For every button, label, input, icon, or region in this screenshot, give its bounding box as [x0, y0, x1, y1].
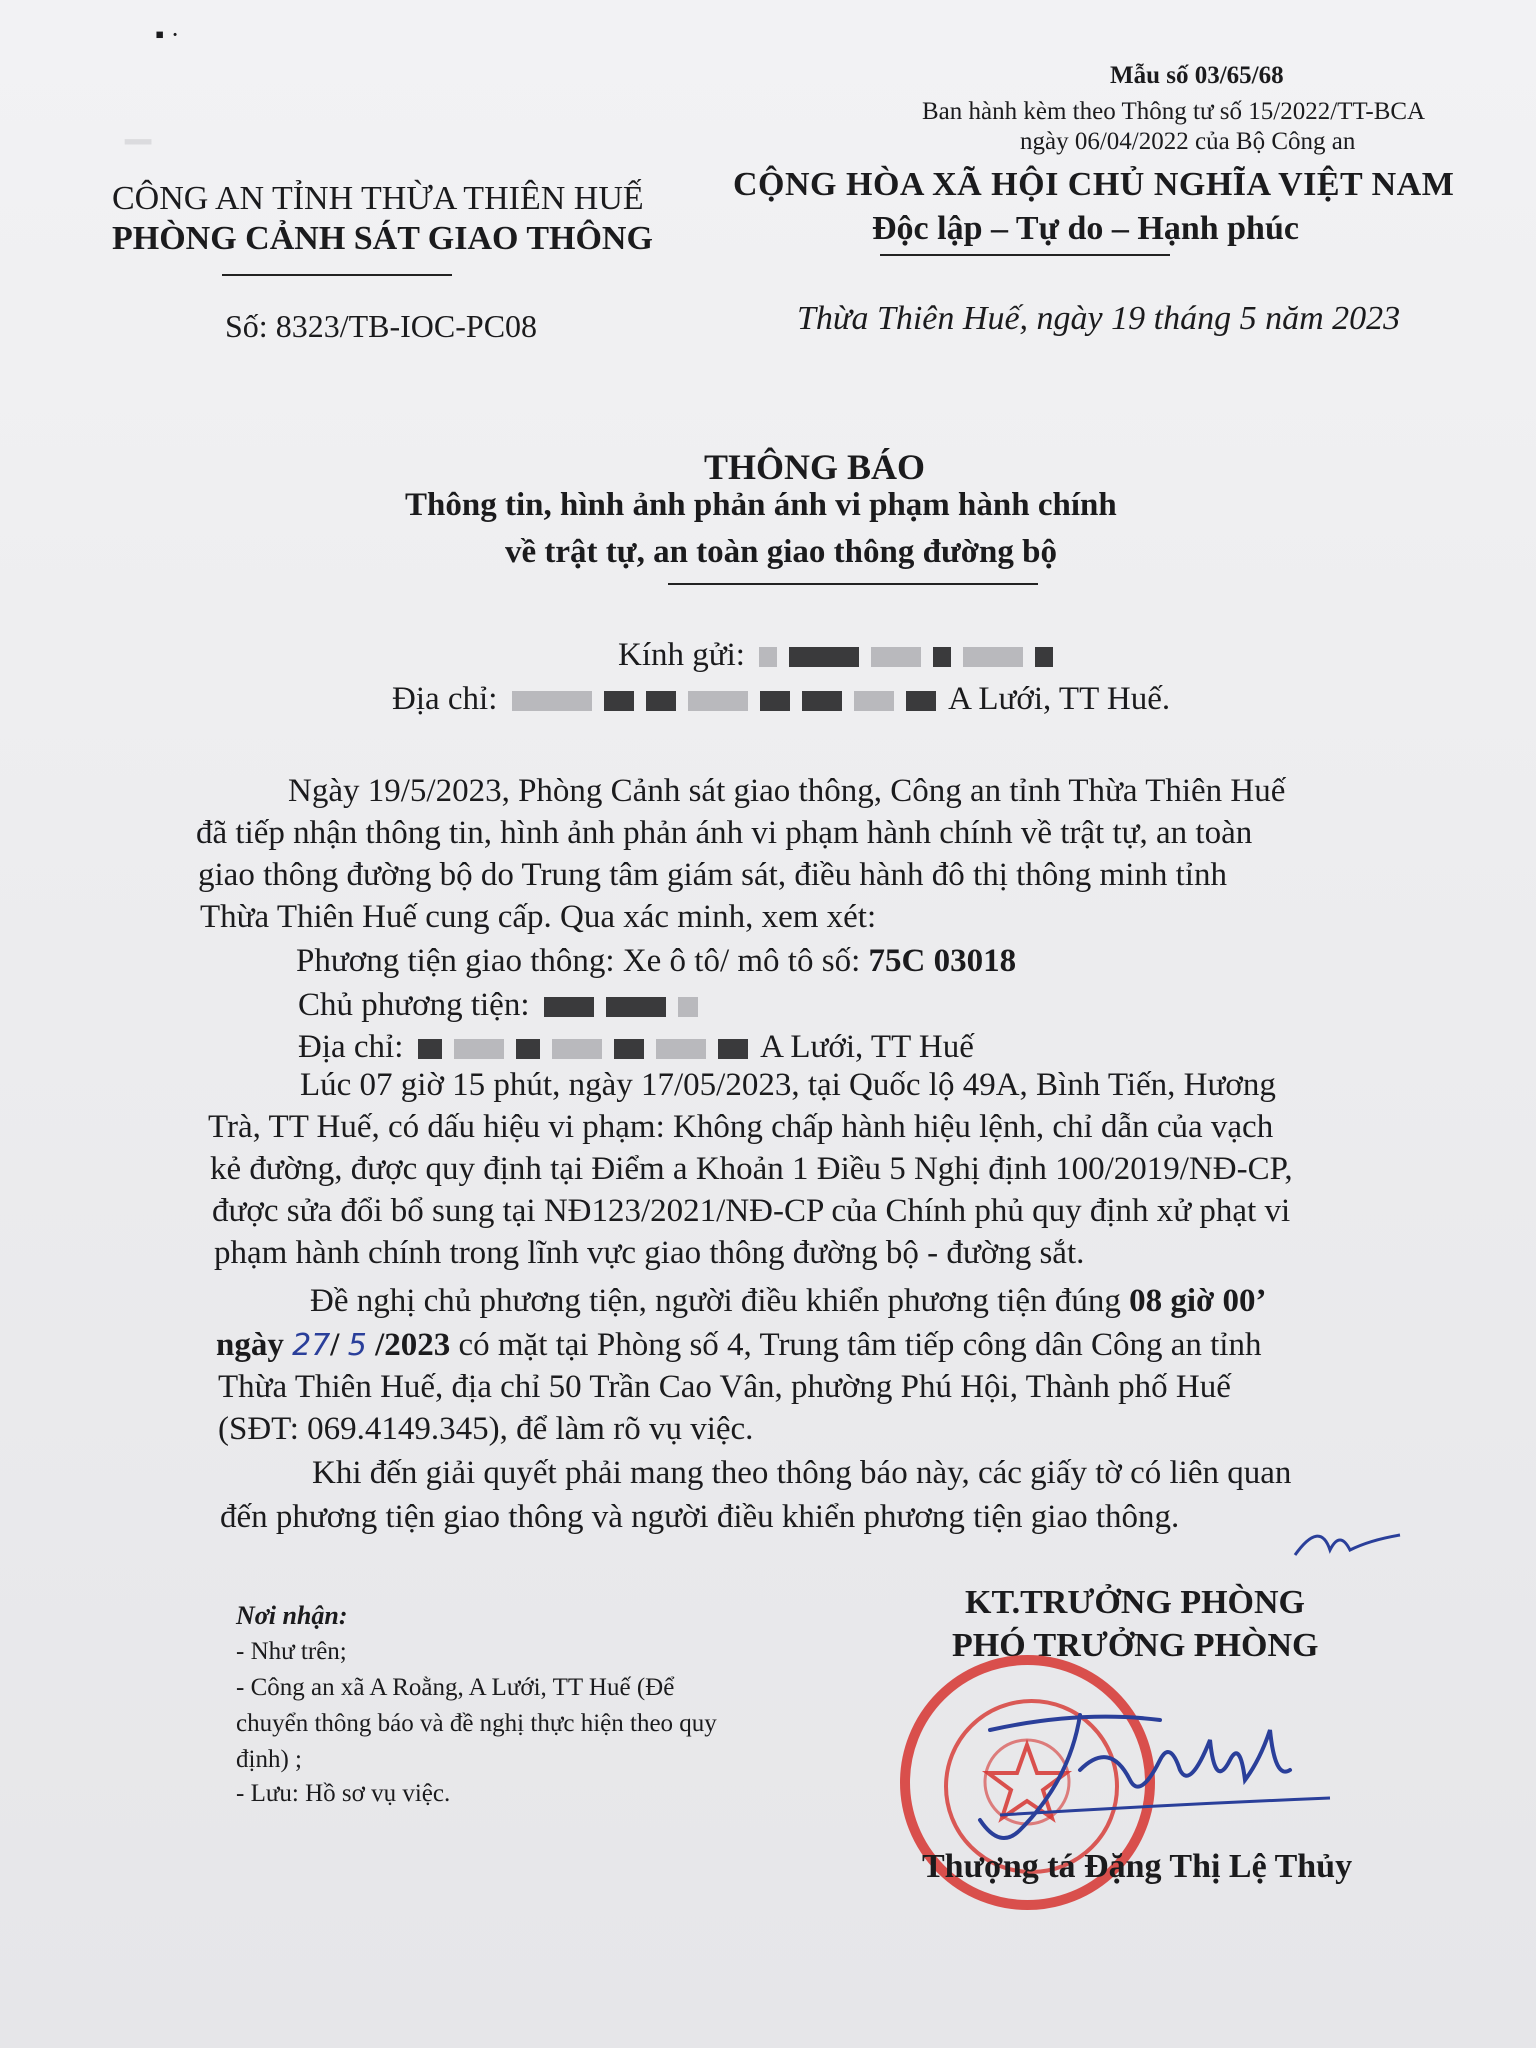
violation-line2: Trà, TT Huế, có dấu hiệu vi phạm: Không chấp hành hiệu lệnh, chỉ dẫn của vạch: [208, 1109, 1274, 1145]
department-underline: [222, 274, 452, 276]
para1-line3: giao thông đường bộ do Trung tâm giám sát, điều hành đô thị thông minh tỉnh: [198, 857, 1227, 893]
recipients-item2: - Công an xã A Roằng, A Lưới, TT Huế (Để: [236, 1674, 675, 1701]
country-name: CỘNG HÒA XÃ HỘI CHỦ NGHĨA VIỆT NAM: [733, 166, 1455, 203]
para1-line2: đã tiếp nhận thông tin, hình ảnh phản ánh vi phạm hành chính về trật tự, an toàn: [196, 815, 1253, 851]
request-line2: ngày 27/ 5 /2023 có mặt tại Phòng số 4, Trung tâm tiếp công dân Công an tỉnh: [216, 1327, 1262, 1363]
issued-with-line1: Ban hành kèm theo Thông tư số 15/2022/TT-BCA: [922, 98, 1426, 125]
redacted-owner-address: [418, 1039, 442, 1059]
handwritten-day: 27: [292, 1328, 331, 1363]
request-text: Đề nghị chủ phương tiện, người điều khiển phương tiện đúng: [310, 1283, 1121, 1319]
motto-underline: [880, 254, 1170, 256]
signature-role2: PHÓ TRƯỞNG PHÒNG: [952, 1627, 1319, 1664]
recipient-address-label: Địa chỉ:: [392, 681, 498, 717]
handwritten-month: 5: [347, 1328, 367, 1363]
recipient-line: [618, 634, 1059, 676]
violation-line5: phạm hành chính trong lĩnh vực giao thông đường bộ - đường sắt.: [214, 1235, 1085, 1271]
agency-name: CÔNG AN TỈNH THỪA THIÊN HUẾ: [112, 180, 644, 217]
recipients-item4: định) ;: [236, 1746, 302, 1773]
recipient-address-line: [392, 678, 1170, 720]
owner-address-tail: A Lưới, TT Huế: [760, 1029, 974, 1065]
owner-address-line: [298, 1026, 974, 1068]
form-number: Mẫu số 03/65/68: [1110, 62, 1284, 89]
vehicle-plate: 75C 03018: [868, 943, 1017, 979]
violation-line3: kẻ đường, được quy định tại Điểm a Khoản 1 Điều 5 Nghị định 100/2019/NĐ-CP,: [210, 1151, 1293, 1187]
recipients-item5: - Lưu: Hồ sơ vụ việc.: [236, 1780, 451, 1807]
title-underline: [668, 583, 1038, 585]
national-motto: Độc lập – Tự do – Hạnh phúc: [872, 210, 1299, 247]
initial-mark: [1290, 1510, 1410, 1570]
request-line4: (SĐT: 069.4149.345), để làm rõ vụ việc.: [218, 1411, 754, 1447]
vehicle-line: [296, 940, 1016, 982]
title-subline-2: về trật tự, an toàn giao thông đường bộ: [505, 534, 1058, 570]
redacted-address: [512, 691, 592, 711]
title-subline-1: Thông tin, hình ảnh phản ánh vi phạm hành chính: [405, 487, 1117, 523]
closing-line1: Khi đến giải quyết phải mang theo thông báo này, các giấy tờ có liên quan: [312, 1455, 1292, 1491]
redacted-owner: [544, 997, 594, 1017]
violation-line1: Lúc 07 giờ 15 phút, ngày 17/05/2023, tại Quốc lộ 49A, Bình Tiến, Hương: [300, 1067, 1276, 1103]
redacted-name: [759, 647, 777, 667]
bleed-through-ghost: ▔: [125, 142, 152, 179]
signatory-name: Thượng tá Đặng Thị Lệ Thủy: [922, 1848, 1353, 1885]
owner-label: Chủ phương tiện:: [298, 987, 530, 1023]
para1-line4: Thừa Thiên Huế cung cấp. Qua xác minh, xem xét:: [200, 899, 877, 935]
recipients-item3: chuyển thông báo và đề nghị thực hiện theo quy: [236, 1710, 717, 1737]
violation-line4: được sửa đổi bổ sung tại NĐ123/2021/NĐ-CP của Chính phủ quy định xử phạt vi: [212, 1193, 1291, 1229]
owner-address-label: Địa chỉ:: [298, 1029, 404, 1065]
request-line3: Thừa Thiên Huế, địa chỉ 50 Trần Cao Vân, phường Phú Hội, Thành phố Huế: [218, 1369, 1231, 1405]
request-year: /2023: [375, 1327, 451, 1363]
request-line2-tail: có mặt tại Phòng số 4, Trung tâm tiếp công dân Công an tỉnh: [458, 1327, 1262, 1363]
request-line1: [310, 1280, 1267, 1322]
closing-line2: đến phương tiện giao thông và người điều khiển phương tiện giao thông.: [220, 1499, 1180, 1535]
document-title: THÔNG BÁO: [704, 447, 926, 487]
request-time: 08 giờ 00’: [1129, 1283, 1267, 1319]
place-and-date: Thừa Thiên Huế, ngày 19 tháng 5 năm 2023: [797, 300, 1401, 337]
handwritten-signature: [960, 1700, 1340, 1860]
recipient-address-tail: A Lưới, TT Huế.: [948, 681, 1171, 717]
vehicle-label: Phương tiện giao thông: Xe ô tô/ mô tô số:: [296, 943, 861, 979]
owner-line: [298, 984, 704, 1026]
request-day-label: ngày: [216, 1327, 284, 1363]
recipients-heading: Nơi nhận:: [236, 1601, 348, 1630]
scan-mark: ▪ ·: [155, 20, 180, 49]
issued-with-line2: ngày 06/04/2022 của Bộ Công an: [1020, 128, 1356, 155]
signature-role1: KT.TRƯỞNG PHÒNG: [965, 1584, 1305, 1621]
para1-line1: Ngày 19/5/2023, Phòng Cảnh sát giao thông, Công an tỉnh Thừa Thiên Huế: [288, 773, 1286, 809]
department-name: PHÒNG CẢNH SÁT GIAO THÔNG: [112, 220, 653, 257]
recipients-item1: - Như trên;: [236, 1638, 347, 1665]
document-number: Số: 8323/TB-IOC-PC08: [225, 308, 538, 344]
recipient-label: Kính gửi:: [618, 637, 745, 673]
